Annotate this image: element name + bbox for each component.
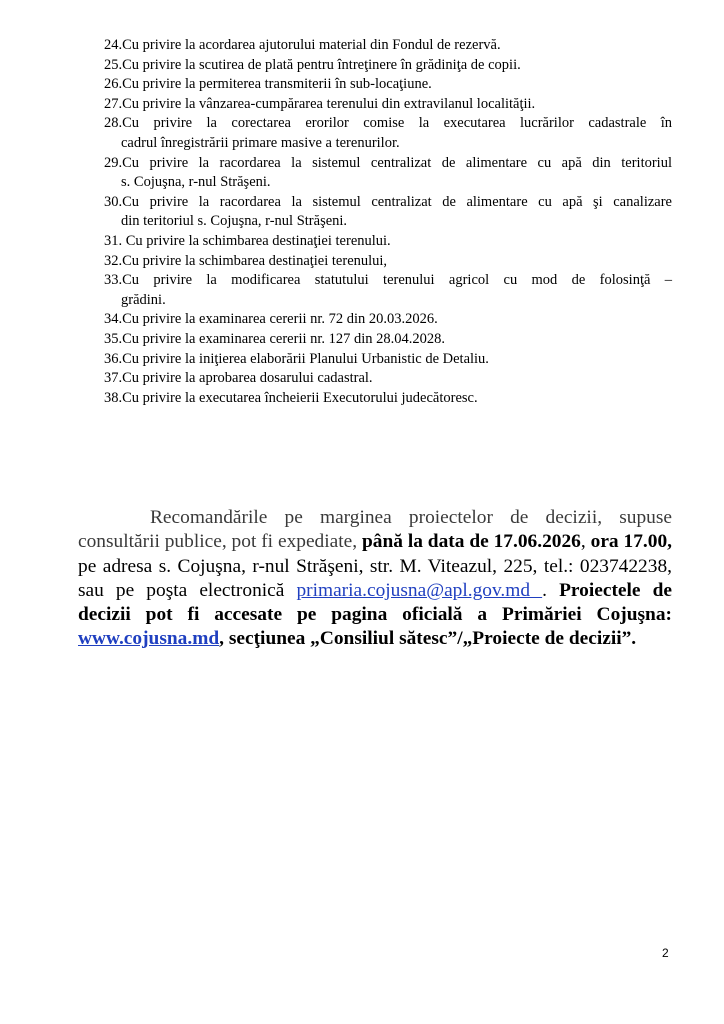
list-item: 32.Cu privire la schimbarea destinaţiei terenului, (104, 252, 388, 269)
list-item-cont: s. Cojuşna, r-nul Străşeni. (121, 174, 271, 191)
list-item: 29.Cu privire la racordarea la sistemul centralizat de alimentare cu apă din teritoriul (104, 154, 672, 171)
list-item: 27.Cu privire la vânzarea-cumpărarea terenului din extravilanul localităţii. (104, 95, 536, 112)
list-item: 25.Cu privire la scutirea de plată pentru întreţinere în grădiniţa de copii. (104, 56, 521, 73)
paragraph-text: pe adresa s. Cojuşna, r-nul Străşeni, str. M. Viteazul, 225, tel.: 023742238, sau pe poşta electronică (78, 555, 672, 601)
page-number: 2 (662, 946, 669, 960)
list-item: 36.Cu privire la iniţierea elaborării Planului Urbanistic de Detaliu. (104, 350, 489, 367)
email-link[interactable]: primaria.cojusna@apl.gov.md (296, 579, 543, 601)
deadline-hour: ora 17.00, (590, 531, 672, 553)
list-item: 37.Cu privire la aprobarea dosarului cadastral. (104, 370, 373, 387)
list-item-cont: cadrul înregistrării primare masive a terenurilor. (121, 134, 400, 151)
list-item: 30.Cu privire la racordarea la sistemul centralizat de alimentare cu apă şi canalizare (104, 193, 672, 210)
list-item-cont: grădini. (121, 291, 166, 308)
section-info: , secţiunea „Consiliul sătesc”/„Proiecte de decizii”. (219, 628, 637, 650)
list-item-cont: din teritoriul s. Cojuşna, r-nul Străşeni. (121, 213, 348, 230)
list-item: 28.Cu privire la corectarea erorilor comise la executarea lucrărilor cadastrale în (104, 115, 672, 132)
list-item: 24.Cu privire la acordarea ajutorului material din Fondul de rezervă. (104, 37, 501, 53)
list-item: 26.Cu privire la permiterea transmiterii în sub-locaţiune. (104, 76, 432, 93)
agenda-list (104, 36, 672, 408)
consultation-paragraph (78, 506, 672, 652)
deadline-date: până la data de 17.06.2026 (361, 531, 581, 553)
list-item: 33.Cu privire la modificarea statutului terenului agricol cu mod de folosinţă – (104, 272, 672, 289)
paragraph-text: Recomandările pe marginea proiectelor de decizii, supuse consultării publice, pot fi expediate, (78, 507, 672, 553)
paragraph-text: . (542, 579, 560, 601)
list-item: 34.Cu privire la examinarea cererii nr. 72 din 20.03.2026. (104, 311, 438, 328)
list-item: 31. Cu privire la schimbarea destinaţiei terenului. (104, 232, 391, 249)
access-info: Proiectele de decizii pot fi accesate pe pagina oficială a Primăriei Cojuşna: (78, 579, 673, 626)
list-item: 38.Cu privire la executarea încheierii Executorului judecătoresc. (104, 389, 478, 406)
paragraph-text: , (580, 531, 591, 553)
website-link[interactable]: www.cojusna.md (78, 628, 220, 650)
list-item: 35.Cu privire la examinarea cererii nr. 127 din 28.04.2028. (104, 330, 446, 347)
